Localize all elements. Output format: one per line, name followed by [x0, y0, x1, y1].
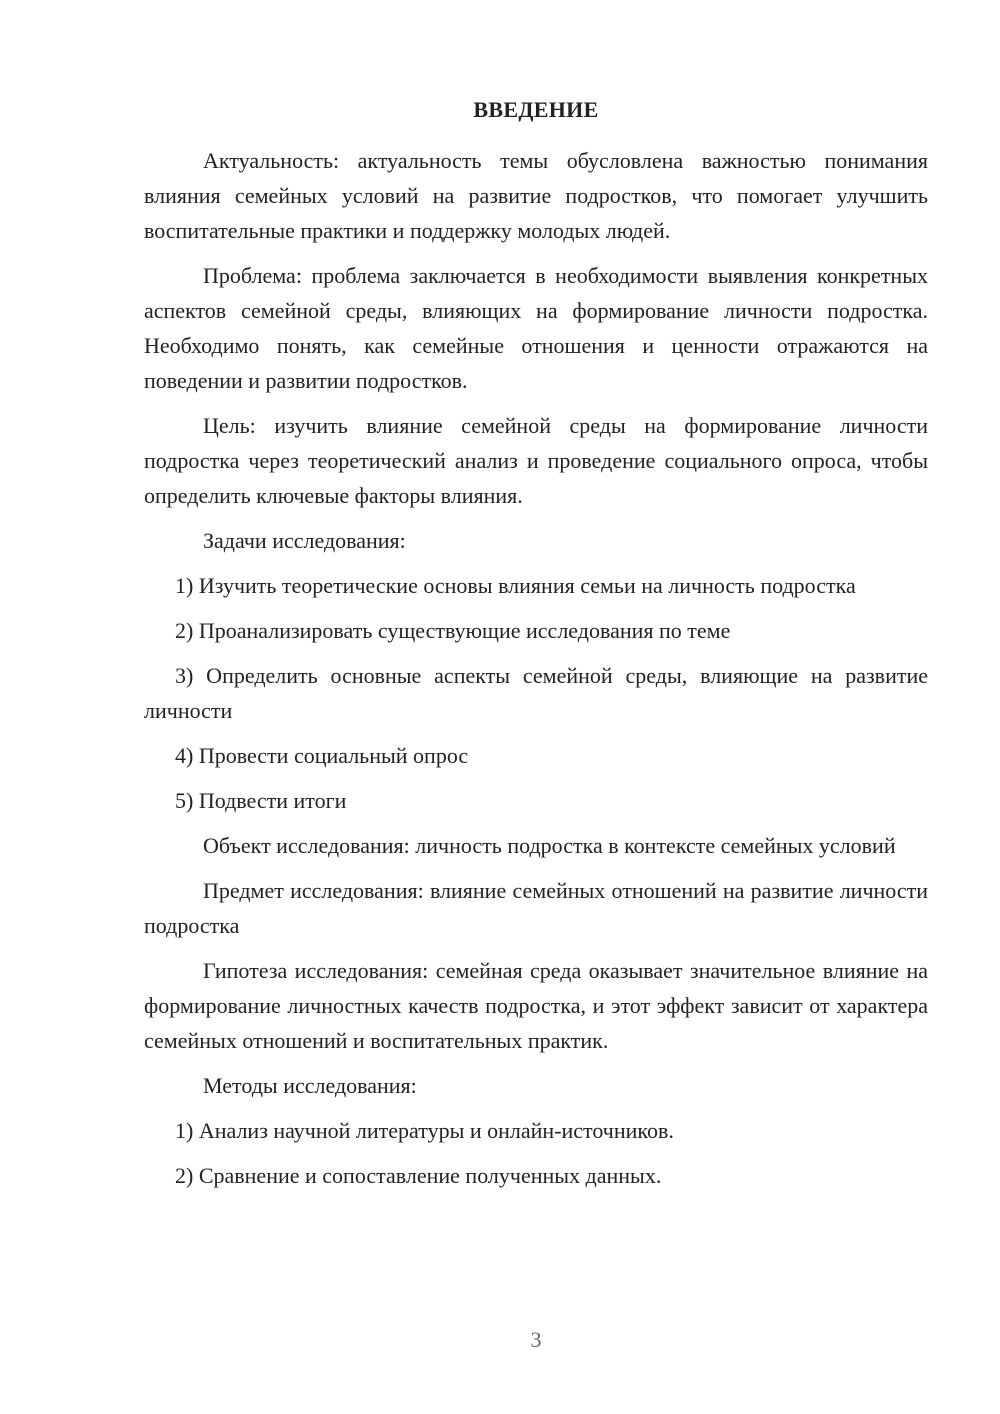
document-body: [144, 143, 928, 1193]
object-paragraph: Объект исследования: личность подростка в контексте семейных условий: [203, 833, 896, 858]
goal-paragraph: Цель: изучить влияние семейной среды на формирование личности подростка через теоретический анализ и проведение социального опроса, чтобы определить ключевые факторы влияния.: [144, 413, 928, 508]
tasks-title: Задачи исследования:: [203, 528, 406, 553]
task-item: 5) Подвести итоги: [175, 788, 347, 813]
hypothesis-paragraph: Гипотеза исследования: семейная среда оказывает значительное влияние на формирование личностных качеств подростка, и этот эффект зависит от характера семейных отношений и воспитательных практик.: [144, 958, 928, 1053]
task-item: 3) Определить основные аспекты семейной среды, влияющие на развитие личности: [144, 663, 928, 723]
subject-paragraph: Предмет исследования: влияние семейных отношений на развитие личности подростка: [144, 878, 928, 938]
page-number: 3: [530, 1327, 542, 1352]
relevance-paragraph: Актуальность: актуальность темы обусловлена важностью понимания влияния семейных условий на развитие подростков, что помогает улучшить воспитательные практики и поддержку молодых людей.: [144, 148, 928, 243]
task-item: 2) Проанализировать существующие исследования по теме: [175, 618, 731, 643]
task-item: 4) Провести социальный опрос: [175, 743, 469, 768]
task-item: 1) Изучить теоретические основы влияния семьи на личность подростка: [175, 573, 856, 598]
methods-title: Методы исследования:: [203, 1073, 417, 1098]
section-heading: ВВЕДЕНИЕ: [473, 97, 599, 122]
problem-paragraph: Проблема: проблема заключается в необходимости выявления конкретных аспектов семейной среды, влияющих на формирование личности подростка. Необходимо понять, как семейные отношения и ценности отражаются на поведении и развитии подростков.: [144, 263, 928, 393]
method-item: 1) Анализ научной литературы и онлайн-источников.: [175, 1118, 674, 1143]
method-item: 2) Сравнение и сопоставление полученных данных.: [175, 1163, 662, 1188]
